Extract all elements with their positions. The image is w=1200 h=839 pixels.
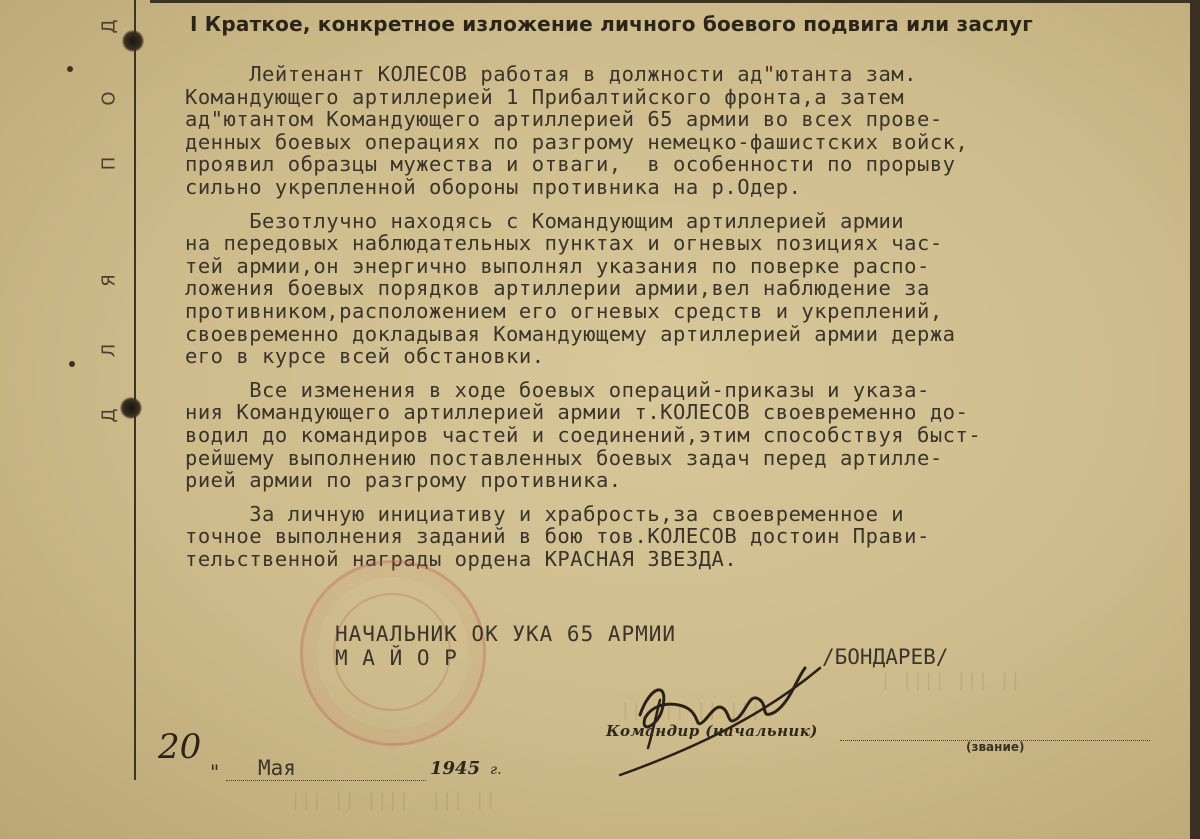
date-month: Мая bbox=[258, 756, 296, 780]
date-year: 1945 bbox=[430, 758, 481, 779]
date-underline bbox=[226, 780, 426, 781]
paragraph bbox=[185, 379, 1175, 492]
text-line: своевременно докладывая Командующему артиллерией армии держа bbox=[185, 321, 956, 346]
text-line: рией армии по разгрому противника. bbox=[185, 468, 622, 493]
body-text bbox=[185, 63, 1175, 581]
bleed-through: || ||| || ||| bbox=[620, 700, 761, 721]
text-line: За личную инициативу и храбрость,за своевременное и bbox=[185, 501, 905, 526]
bleed-through: ||| || |||| ||| || bbox=[290, 790, 496, 811]
margin-mark bbox=[69, 361, 75, 367]
punch-hole bbox=[120, 397, 142, 419]
text-line: проявил образцы мужества и отваги, в особенности по прорыву bbox=[185, 152, 956, 177]
paragraph bbox=[185, 210, 1175, 368]
text-line: тельственной награды ордена КРАСНАЯ ЗВЕЗДА. bbox=[185, 546, 738, 571]
paragraph bbox=[185, 503, 1175, 571]
rank-label: (звание) bbox=[966, 740, 1025, 754]
margin-letter: О bbox=[98, 91, 120, 106]
text-line: его в курсе всей обстановки. bbox=[185, 344, 545, 369]
commander-label: Командир (начальник) bbox=[606, 722, 818, 740]
page-edge bbox=[1190, 0, 1200, 839]
text-line: на передовых наблюдательных пунктах и огневых позициях час- bbox=[185, 231, 943, 256]
text-line: точное выполнения заданий в бою тов.КОЛЕСОВ достоин Прави- bbox=[185, 524, 930, 549]
punch-hole bbox=[122, 30, 144, 52]
signer-title: НАЧАЛЬНИК ОК УКА 65 АРМИИ bbox=[335, 622, 677, 646]
text-line: сильно укрепленной обороны противника на р.Одер. bbox=[185, 174, 802, 199]
text-line: Все изменения в ходе боевых операций-приказы и указа- bbox=[185, 377, 930, 402]
text-line: тей армии,он энергично выполнял указания по поверке распо- bbox=[185, 253, 930, 278]
margin-letter: П bbox=[98, 156, 120, 171]
margin-letter: Д bbox=[98, 19, 120, 34]
margin-letter: Л bbox=[98, 343, 120, 358]
text-line: ложения боевых порядков артиллерии армии,вел наблюдение за bbox=[185, 276, 930, 301]
signer-name: /БОНДАРЕВ/ bbox=[822, 645, 949, 669]
date-day: 20 bbox=[158, 727, 202, 767]
margin-letter: Я bbox=[98, 274, 120, 287]
handwritten-signature bbox=[600, 640, 840, 780]
date-year-suffix: г. bbox=[490, 762, 502, 778]
text-line: денных боевых операциях по разгрому немецко-фашистских войск, bbox=[185, 129, 969, 154]
paragraph bbox=[185, 63, 1175, 199]
date-quote: " bbox=[210, 760, 220, 784]
section-heading: I Краткое, конкретное изложение личного боевого подвига или заслуг bbox=[190, 12, 1033, 36]
text-line: ад"ютантом Командующего артиллерией 65 армии во всех прове- bbox=[185, 107, 943, 132]
text-line: водил до командиров частей и соединений,этим способствуя быст- bbox=[185, 422, 982, 447]
text-line: рейшему выполнению поставленных боевых задач перед артилле- bbox=[185, 445, 943, 470]
top-rule bbox=[150, 0, 1190, 3]
text-line: Безотлучно находясь с Командующим артиллерией армии bbox=[185, 208, 905, 233]
text-line: ния Командующего артиллерией армии т.КОЛЕСОВ своевременно до- bbox=[185, 400, 969, 425]
margin-rule bbox=[134, 0, 136, 780]
text-line: Лейтенант КОЛЕСОВ работая в должности ад"ютанта зам. bbox=[185, 62, 917, 86]
bleed-through: | |||| ||| || bbox=[880, 670, 1021, 691]
margin-letter: Д bbox=[98, 408, 120, 423]
text-line: Командующего артиллерией 1 Прибалтийского фронта,а затем bbox=[185, 84, 905, 109]
signer-rank: М А Й О Р bbox=[335, 646, 458, 670]
text-line: противником,расположением его огневых средств и укреплений, bbox=[185, 298, 943, 323]
margin-mark bbox=[67, 66, 73, 72]
